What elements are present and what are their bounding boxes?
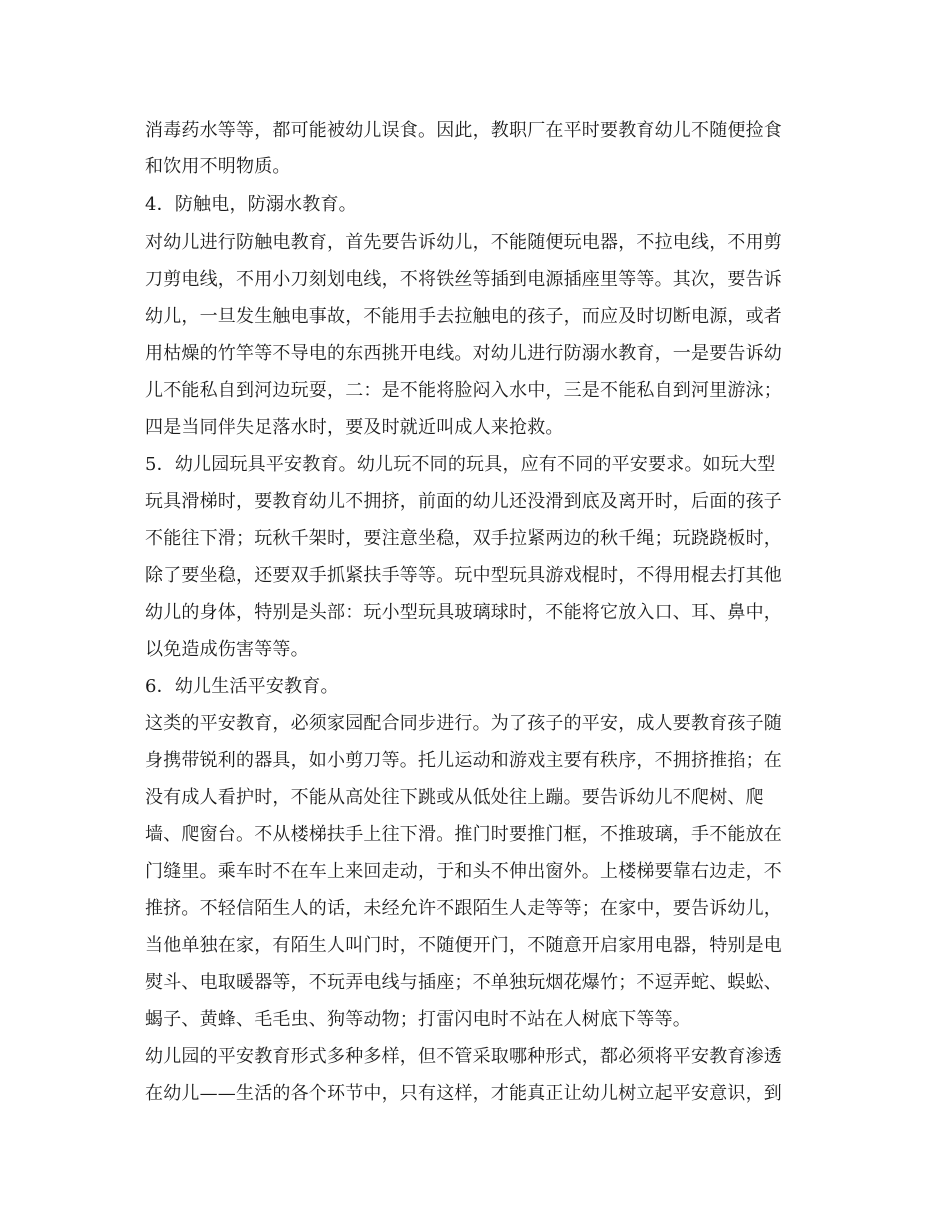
text-line: 玩具滑梯时，要教育幼儿不拥挤，前面的幼儿还没滑到底及离开时，后面的孩子 <box>145 491 782 512</box>
text-line: 不能往下滑；玩秋千架时，要注意坐稳，双手拉紧两边的秋千绳；玩跷跷板时， <box>145 528 782 549</box>
text-line: 身携带锐利的器具，如小剪刀等。托儿运动和游戏主要有秩序，不拥挤推掐；在 <box>145 750 782 771</box>
text-line: 对幼儿进行防触电教育，首先要告诉幼儿，不能随便玩电器，不拉电线，不用剪 <box>145 232 782 253</box>
text-line: 熨斗、电取暖器等，不玩弄电线与插座；不单独玩烟花爆竹；不逗弄蛇、蜈蚣、 <box>145 972 782 993</box>
text-line: 儿不能私自到河边玩耍，二：是不能将脸闷入水中，三是不能私自到河里游泳； <box>145 380 782 401</box>
text-line: 以免造成伤害等等。 <box>145 639 309 660</box>
text-line: 推挤。不轻信陌生人的话，未经允许不跟陌生人走等等；在家中，要告诉幼儿， <box>145 898 782 919</box>
text-line: 门缝里。乘车时不在车上来回走动，于和头不伸出窗外。上楼梯要靠右边走，不 <box>145 861 782 882</box>
text-line: 幼儿，一旦发生触电事故，不能用手去拉触电的孩子，而应及时切断电源，或者 <box>145 306 782 327</box>
text-line: 和饮用不明物质。 <box>145 156 291 177</box>
text-line: 幼儿的身体，特别是头部：玩小型玩具玻璃球时，不能将它放入口、耳、鼻中， <box>145 602 782 623</box>
section-heading: 5．幼儿园玩具平安教育。幼儿玩不同的玩具，应有不同的平安要求。如玩大型 <box>145 454 776 475</box>
text-line: 刀剪电线，不用小刀刻划电线，不将铁丝等插到电源插座里等等。其次，要告诉 <box>145 269 782 290</box>
text-line: 墙、爬窗台。不从楼梯扶手上往下滑。推门时要推门框，不推玻璃，手不能放在 <box>145 824 782 845</box>
text-line: 消毒药水等等，都可能被幼儿误食。因此，教职厂在平时要教育幼儿不随便捡食 <box>145 120 782 141</box>
section-heading: 4．防触电，防溺水教育。 <box>145 194 357 215</box>
text-line: 蝎子、黄蜂、毛毛虫、狗等动物；打雷闪电时不站在人树底下等等。 <box>145 1009 691 1030</box>
text-line: 用枯燥的竹竿等不导电的东西挑开电线。对幼儿进行防溺水教育，一是要告诉幼 <box>145 343 782 364</box>
section-heading: 6．幼儿生活平安教育。 <box>145 676 339 697</box>
text-line: 除了要坐稳，还要双手抓紧扶手等等。玩中型玩具游戏棍时，不得用棍去打其他 <box>145 565 782 586</box>
text-line: 在幼儿——生活的各个环节中，只有这样，才能真正让幼儿树立起平安意识，到 <box>145 1083 782 1104</box>
text-line: 当他单独在家，有陌生人叫门时，不随便开门，不随意开启家用电器，特别是电 <box>145 935 782 956</box>
text-line: 幼儿园的平安教育形式多种多样，但不管采取哪种形式，都必须将平安教育渗透 <box>145 1046 782 1067</box>
text-line: 没有成人看护时，不能从高处往下跳或从低处往上蹦。要告诉幼儿不爬树、爬 <box>145 787 764 808</box>
text-line: 四是当同伴失足落水时，要及时就近叫成人来抢救。 <box>145 417 564 438</box>
text-line: 这类的平安教育，必须家园配合同步进行。为了孩子的平安，成人要教育孩子随 <box>145 713 782 734</box>
